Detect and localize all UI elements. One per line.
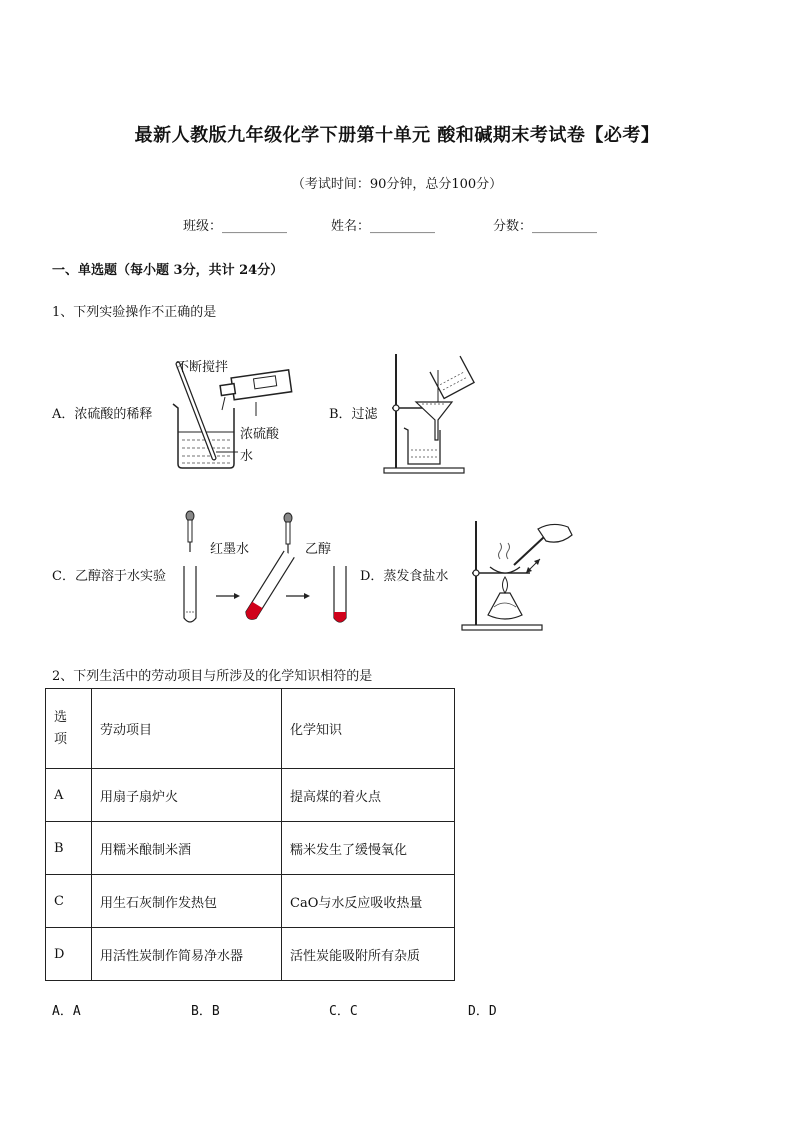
class-field-label: 班级：__________ bbox=[183, 219, 288, 234]
table-cell: A bbox=[46, 769, 92, 822]
table-cell: 用扇子扇炉火 bbox=[92, 769, 282, 822]
option-d-label: D．蒸发食盐水 bbox=[360, 569, 449, 584]
table-cell: 用生石灰制作发热包 bbox=[92, 875, 282, 928]
question-2-stem: 2、下列生活中的劳动项目与所涉及的化学知识相符的是 bbox=[52, 669, 373, 684]
water-label: 水 bbox=[240, 449, 254, 464]
question-1-stem: 1、下列实验操作不正确的是 bbox=[52, 305, 217, 320]
table-cell: D bbox=[46, 928, 92, 981]
option-c-label: C．乙醇溶于水实验 bbox=[52, 569, 166, 584]
answer-choice-c[interactable]: C．C bbox=[329, 1004, 358, 1019]
option-b-label: B．过滤 bbox=[329, 407, 378, 422]
option-a-label: A．浓硫酸的稀释 bbox=[52, 407, 153, 422]
filtration-figure bbox=[382, 350, 482, 475]
stir-label: 不断搅拌 bbox=[176, 360, 229, 375]
evaporation-figure bbox=[460, 515, 580, 633]
table-cell: CaO与水反应吸收热量 bbox=[282, 875, 455, 928]
table-cell: B bbox=[46, 822, 92, 875]
answer-choice-d[interactable]: D．D bbox=[468, 1004, 497, 1019]
answer-choice-a[interactable]: A．A bbox=[52, 1004, 81, 1019]
table-row bbox=[46, 769, 455, 822]
name-field-label: 姓名：__________ bbox=[331, 219, 436, 234]
exam-subtitle: （考试时间：90分钟，总分100分） bbox=[291, 177, 503, 192]
table-row bbox=[46, 875, 455, 928]
table-cell: C bbox=[46, 875, 92, 928]
table-row bbox=[46, 822, 455, 875]
header-cell-knowledge: 化学知识 bbox=[282, 689, 455, 769]
header-cell-task: 劳动项目 bbox=[92, 689, 282, 769]
table-header-row bbox=[46, 689, 455, 769]
table-cell: 糯米发生了缓慢氧化 bbox=[282, 822, 455, 875]
table-cell: 提高煤的着火点 bbox=[282, 769, 455, 822]
header-cell-option: 选 项 bbox=[46, 689, 92, 769]
table-row bbox=[46, 928, 455, 981]
ethanol-dissolving-figure bbox=[178, 508, 358, 633]
ethanol-label: 乙醇 bbox=[305, 542, 332, 557]
red-ink-label: 红墨水 bbox=[210, 542, 250, 557]
answer-choice-b[interactable]: B．B bbox=[191, 1004, 220, 1019]
score-field-label: 分数：__________ bbox=[493, 219, 598, 234]
exam-title: 最新人教版九年级化学下册第十单元 酸和碱期末考试卷【必考】 bbox=[134, 125, 660, 146]
table-cell: 活性炭能吸附所有杂质 bbox=[282, 928, 455, 981]
table-cell: 用活性炭制作简易净水器 bbox=[92, 928, 282, 981]
section-heading: 一、单选题（每小题 3分，共计 24分） bbox=[52, 263, 284, 278]
conc-acid-label: 浓硫酸 bbox=[240, 427, 280, 442]
table-cell: 用糯米酿制米酒 bbox=[92, 822, 282, 875]
question-2-table bbox=[45, 688, 455, 981]
